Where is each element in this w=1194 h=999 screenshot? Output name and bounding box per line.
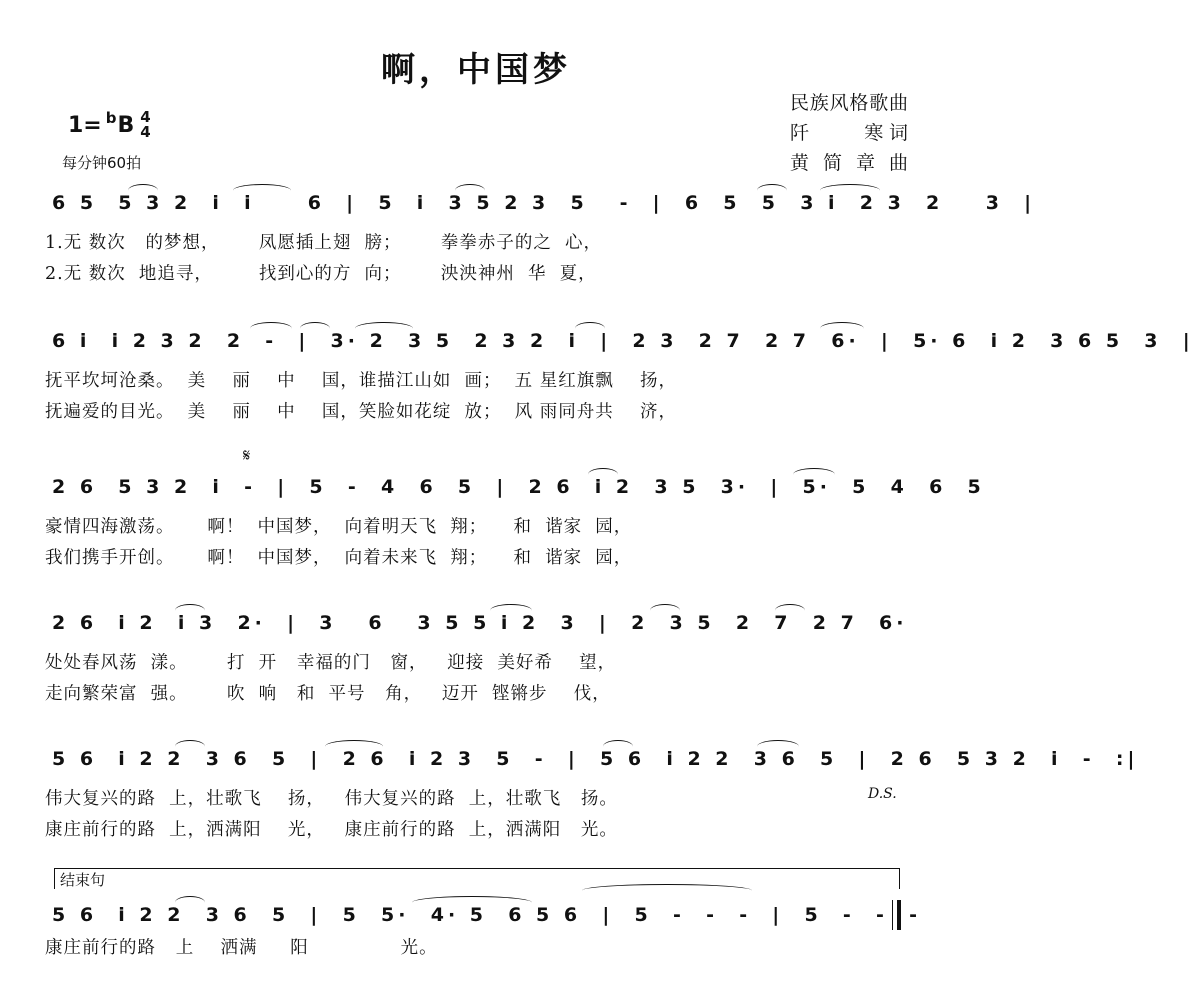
slur [575, 322, 605, 335]
notation-row-6: 5 6 i 2 2 3 6 5 | 5 5· 4· 5 6 5 6 | 5 - - - | 5 - - - [52, 904, 943, 926]
time-bottom: 4 [140, 123, 151, 141]
lyric-row-1-verse-2: 2.无 数次 地追寻， 找到心的方 向； 泱泱神州 华 夏， [45, 264, 597, 284]
lyricist-credit: 阡 寒词 [790, 122, 908, 144]
slur [582, 884, 752, 897]
slur [757, 184, 787, 197]
slur [757, 740, 799, 753]
dal-segno-marking: D.S. [868, 786, 897, 802]
final-barline [892, 900, 901, 930]
slur [300, 322, 330, 335]
slur [250, 322, 292, 335]
slur [490, 604, 532, 617]
slur [412, 896, 532, 909]
song-title: 啊，中国梦 [381, 50, 571, 90]
lyric-row-1-verse-1: 1.无 数次 的梦想， 凤愿插上翅 膀； 拳拳赤子的之 心， [45, 233, 602, 253]
lyric-row-2-verse-2: 抚遍爱的目光。 美 丽 中 国，笑脸如花绽 放； 风 雨同舟共 济， [45, 402, 677, 422]
slur [175, 740, 205, 753]
lyric-row-5-verse-2: 康庄前行的路 上，洒满阳 光， 康庄前行的路 上，洒满阳 光。 [45, 820, 618, 840]
lyric-row-3-verse-1: 豪情四海激荡。 啊！ 中国梦， 向着明天飞 翔； 和 谐家 园， [45, 517, 633, 537]
credits [790, 88, 908, 178]
slur [325, 740, 383, 753]
notation-row-2: 6 i i 2 3 2 2 - | 3· 2 3 5 2 3 2 i | 2 3 2 7 2 7 6· | 5· 6 i 2 3 6 5 3 | [52, 330, 1194, 352]
slur [775, 604, 805, 617]
lyric-row-5-verse-1: 伟大复兴的路 上，壮歌飞 扬， 伟大复兴的路 上，壮歌飞 扬。 [45, 789, 618, 809]
notation-row-1: 6 5 5 3 2 i i 6 | 5 i 3 5 2 3 5 - | 6 5 5 3 i 2 3 2 3 | [52, 192, 1036, 214]
slur [175, 896, 205, 909]
key-prefix: 1= [68, 112, 102, 138]
flat-sign: b [105, 109, 117, 127]
tempo-marking: 每分钟60拍 [62, 154, 142, 172]
slur [588, 468, 618, 481]
notation-row-3: 2 6 5 3 2 i - | 5 - 4 6 5 | 2 6 i 2 3 5 3· | 5· 5 4 6 5 [52, 476, 985, 498]
ending-label: 结束句 [60, 871, 106, 889]
lyric-row-4-verse-2: 走向繁荣富 强。 吹 响 和 平号 角， 迈开 铿锵步 伐， [45, 684, 611, 704]
lyric-row-6: 康庄前行的路 上 洒满 阳 光。 [45, 938, 438, 958]
slur [355, 322, 413, 335]
key-note: B [117, 112, 135, 138]
lyric-row-3-verse-2: 我们携手开创。 啊！ 中国梦， 向着未来飞 翔； 和 谐家 园， [45, 548, 633, 568]
ending-bracket [54, 868, 900, 889]
slur [820, 184, 880, 197]
slur [455, 184, 485, 197]
composer-credit: 黄简章曲 [790, 152, 908, 174]
segno-sign: 𝄋 [243, 446, 251, 466]
genre-credit: 民族风格歌曲 [790, 92, 908, 114]
lyric-row-2-verse-1: 抚平坎坷沧桑。 美 丽 中 国，谁描江山如 画； 五 星红旗飘 扬， [45, 371, 677, 391]
slur [233, 184, 291, 197]
time-top: 4 [140, 108, 151, 126]
slur [175, 604, 205, 617]
notation-row-4: 2 6 i 2 i 3 2· | 3 6 3 5 5 i 2 3 | 2 3 5 2 7 2 7 6· [52, 612, 908, 634]
slur [820, 322, 864, 335]
time-signature [140, 110, 150, 140]
slur [128, 184, 158, 197]
slur [793, 468, 835, 481]
slur [650, 604, 680, 617]
lyric-row-4-verse-1: 处处春风荡 漾。 打 开 幸福的门 窗， 迎接 美好希 望， [45, 653, 617, 673]
key-signature [68, 110, 151, 140]
slur [603, 740, 633, 753]
notation-row-5: 5 6 i 2 2 3 6 5 | 2 6 i 2 3 5 - | 5 6 i 2 2 3 6 5 | 2 6 5 3 2 i - :| [52, 748, 1139, 770]
